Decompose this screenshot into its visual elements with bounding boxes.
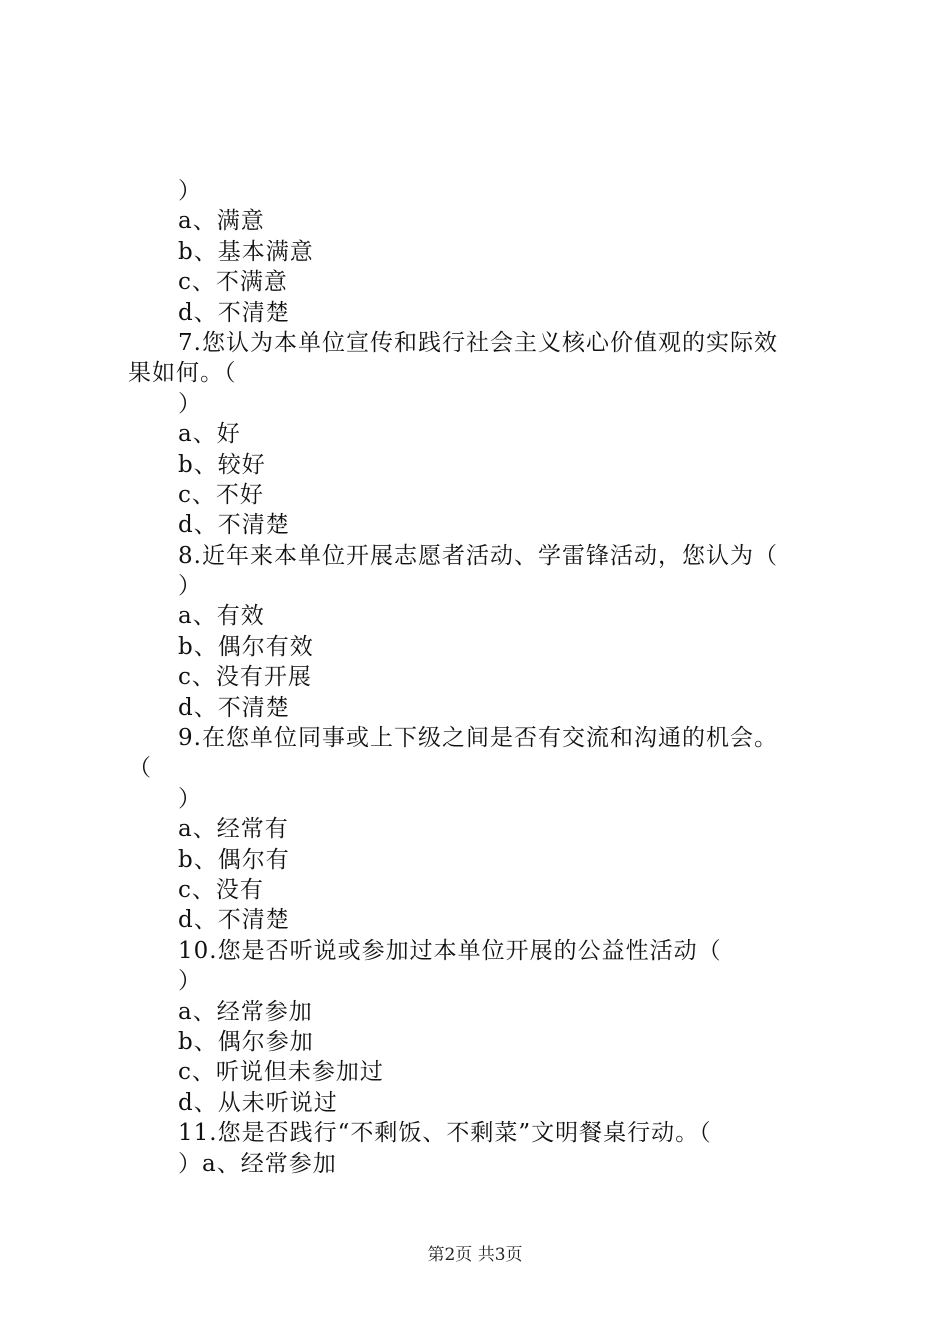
text-line: a、经常参加: [178, 998, 313, 1025]
text-line: d、从未听说过: [178, 1089, 338, 1116]
text-line: 11.您是否践行“不剩饭、不剩菜”文明餐桌行动。（: [178, 1120, 712, 1147]
text-line: ）: [178, 968, 202, 995]
text-line: ）a、经常参加: [178, 1150, 337, 1177]
text-line: b、偶尔参加: [178, 1028, 314, 1055]
text-line: d、不清楚: [178, 907, 290, 934]
text-line: ）: [178, 573, 202, 600]
text-line: c、没有: [178, 876, 264, 903]
document-body: [128, 176, 838, 1179]
text-line: ）: [178, 178, 202, 204]
text-line: c、听说但未参加过: [178, 1059, 384, 1086]
text-line: ）: [178, 785, 202, 812]
text-line: d、不清楚: [178, 512, 290, 539]
text-line: c、不满意: [178, 269, 288, 296]
text-line: 果如何。（: [128, 360, 237, 387]
text-line: c、不好: [178, 481, 264, 508]
text-line: 10.您是否听说或参加过本单位开展的公益性活动（: [178, 937, 722, 964]
text-line: 9.在您单位同事或上下级之间是否有交流和沟通的机会。: [178, 725, 778, 752]
text-line: （: [128, 755, 152, 782]
text-line: a、满意: [178, 208, 265, 235]
text-line: 7.您认为本单位宣传和践行社会主义核心价值观的实际效: [178, 329, 778, 356]
text-line: b、较好: [178, 451, 266, 478]
text-line: b、偶尔有: [178, 846, 290, 873]
text-line: d、不清楚: [178, 299, 290, 326]
text-line: a、有效: [178, 603, 265, 630]
text-line: a、经常有: [178, 816, 289, 843]
page-footer: 第2页 共3页: [427, 1245, 523, 1265]
text-line: b、偶尔有效: [178, 633, 314, 660]
text-line: c、没有开展: [178, 664, 312, 691]
text-line: a、好: [178, 421, 241, 448]
text-line: d、不清楚: [178, 694, 290, 721]
text-line: 8.近年来本单位开展志愿者活动、学雷锋活动，您认为（: [178, 542, 778, 569]
text-line: b、基本满意: [178, 238, 314, 265]
text-line: ）: [178, 390, 202, 417]
